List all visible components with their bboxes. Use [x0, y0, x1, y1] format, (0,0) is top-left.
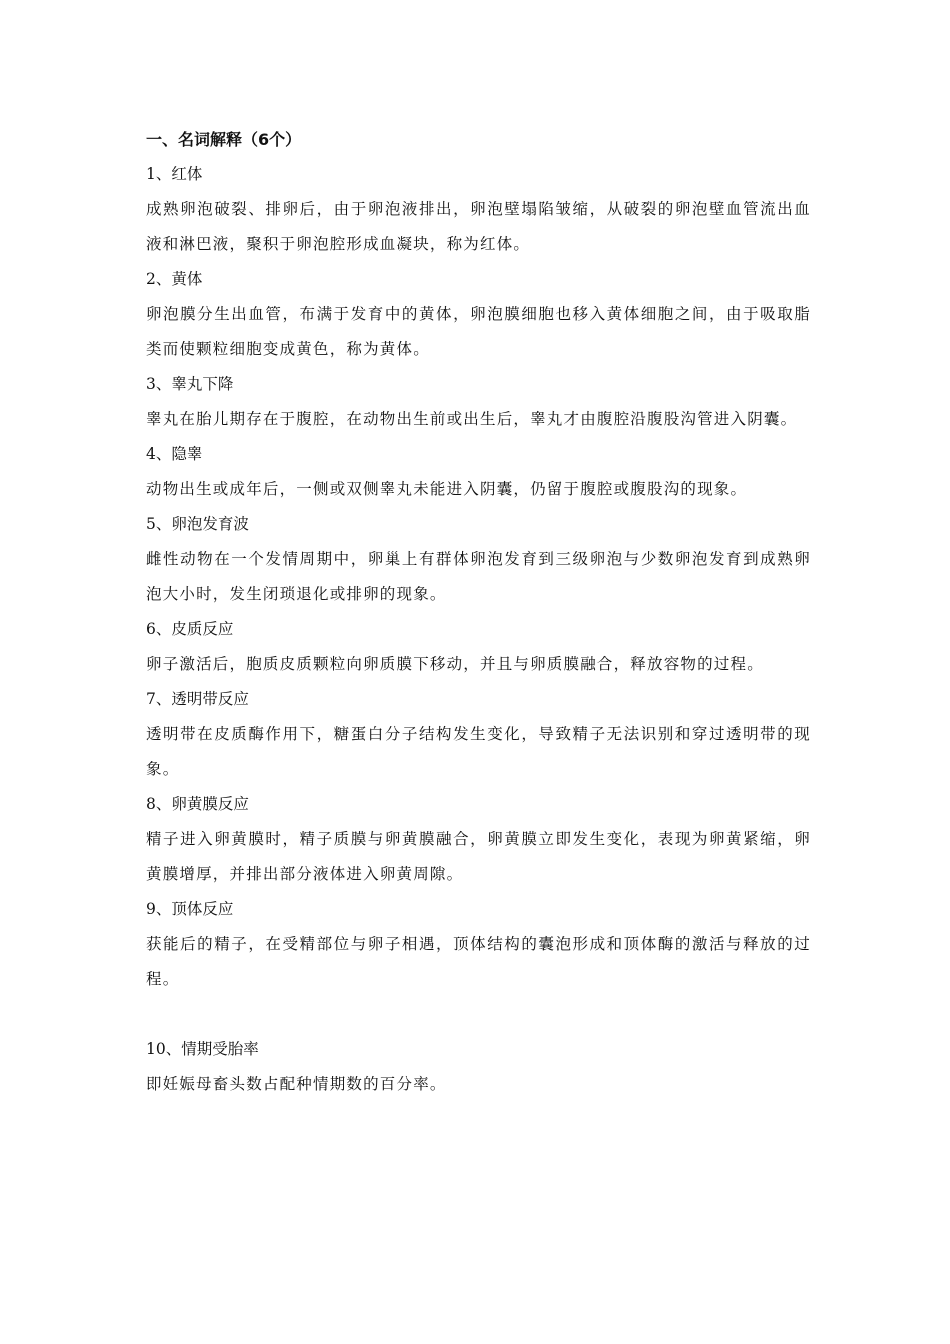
blank-line	[146, 997, 811, 1032]
term-heading: 10、情期受胎率	[146, 1040, 259, 1058]
term-heading: 1、红体	[146, 165, 203, 183]
entry-vitelline-reaction	[146, 787, 811, 892]
entry-testicular-descent	[146, 367, 811, 437]
entry-red-body	[146, 157, 811, 262]
entry-follicular-wave	[146, 507, 811, 612]
term-heading: 5、卵泡发育波	[146, 515, 249, 533]
term-heading: 2、黄体	[146, 270, 203, 288]
term-definition: 动物出生或成年后，一侧或双侧睾丸未能进入阴囊，仍留于腹腔或腹股沟的现象。	[146, 480, 748, 498]
term-definition: 透明带在皮质酶作用下，糖蛋白分子结构发生变化，导致精子无法识别和穿过透明带的现象。	[146, 725, 811, 778]
section-title: 一、名词解释（6个）	[146, 130, 302, 149]
term-definition: 成熟卵泡破裂、排卵后，由于卵泡液排出，卵泡壁塌陷皱缩，从破裂的卵泡壁血管流出血液和淋巴液，聚积于卵泡腔形成血凝块，称为红体。	[146, 200, 811, 253]
term-definition: 精子进入卵黄膜时，精子质膜与卵黄膜融合，卵黄膜立即发生变化，表现为卵黄紧缩，卵黄膜增厚，并排出部分液体进入卵黄周隙。	[146, 830, 811, 883]
term-heading: 3、睾丸下降	[146, 375, 234, 393]
document-page	[146, 122, 811, 1102]
term-heading: 6、皮质反应	[146, 620, 234, 638]
term-definition: 卵子激活后，胞质皮质颗粒向卵质膜下移动，并且与卵质膜融合，释放容物的过程。	[146, 655, 764, 673]
term-definition: 获能后的精子，在受精部位与卵子相遇，顶体结构的囊泡形成和顶体酶的激活与释放的过程。	[146, 935, 811, 988]
entry-acrosome-reaction	[146, 892, 811, 997]
entry-zona-reaction	[146, 682, 811, 787]
term-definition: 即妊娠母畜头数占配种情期数的百分率。	[146, 1075, 447, 1093]
term-heading: 7、透明带反应	[146, 690, 249, 708]
term-definition: 睾丸在胎儿期存在于腹腔，在动物出生前或出生后，睾丸才由腹腔沿腹股沟管进入阴囊。	[146, 410, 798, 428]
term-heading: 8、卵黄膜反应	[146, 795, 249, 813]
term-heading: 4、隐睾	[146, 445, 203, 463]
entry-corpus-luteum	[146, 262, 811, 367]
entry-conception-rate	[146, 1032, 811, 1102]
term-definition: 卵泡膜分生出血管，布满于发育中的黄体，卵泡膜细胞也移入黄体细胞之间，由于吸取脂类而使颗粒细胞变成黄色，称为黄体。	[146, 305, 811, 358]
entry-cryptorchidism	[146, 437, 811, 507]
term-heading: 9、顶体反应	[146, 900, 234, 918]
term-definition: 雌性动物在一个发情周期中，卵巢上有群体卵泡发育到三级卵泡与少数卵泡发育到成熟卵泡大小时，发生闭琐退化或排卵的现象。	[146, 550, 811, 603]
entry-cortical-reaction	[146, 612, 811, 682]
